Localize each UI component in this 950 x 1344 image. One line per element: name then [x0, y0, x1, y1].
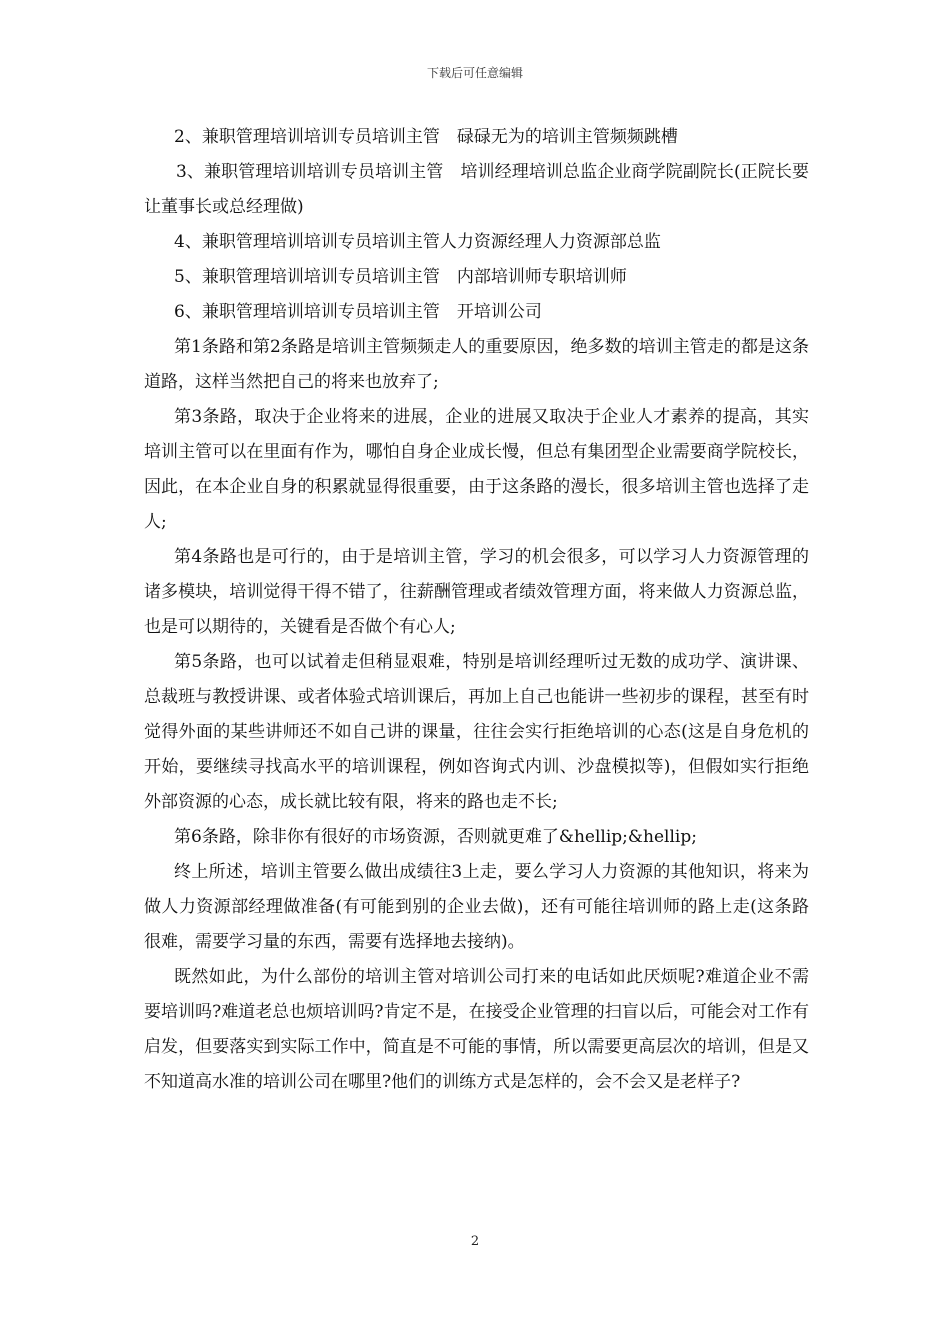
- paragraph-analysis-1-2: 第1条路和第2条路是培训主管频频走人的重要原因，绝多数的培训主管走的都是这条道路，这样当然把自己的将来也放弃了;: [144, 337, 809, 392]
- page-number: 2: [470, 1234, 480, 1249]
- paragraph-path-6: 6、兼职管理培训培训专员培训主管 开培训公司: [174, 302, 542, 322]
- paragraph-question: 既然如此，为什么部份的培训主管对培训公司打来的电话如此厌烦呢?难道企业不需要培训吗?难道老总也烦培训吗?肯定不是，在接受企业管理的扫盲以后，可能会对工作有启发，但要落实到实际工作中，简直是不可能的事情，所以需要更高层次的培训，但是又不知道高水准的培训公司在哪里?他们的训练方式是怎样的，会不会又是老样子?: [144, 967, 809, 1092]
- paragraph-path-5: 5、兼职管理培训培训专员培训主管 内部培训师专职培训师: [174, 267, 627, 287]
- page-header-note: 下载后可任意编辑: [426, 66, 523, 80]
- paragraph-analysis-6: 第6条路，除非你有很好的市场资源，否则就更难了&hellip;&hellip;: [174, 827, 697, 847]
- paragraph-analysis-4: 第4条路也是可行的，由于是培训主管，学习的机会很多，可以学习人力资源管理的诸多模块，培训觉得干得不错了，往薪酬管理或者绩效管理方面，将来做人力资源总监，也是可以期待的，关键看是否做个有心人;: [144, 547, 809, 637]
- paragraph-path-2: 2、兼职管理培训培训专员培训主管 碌碌无为的培训主管频频跳槽: [174, 127, 678, 147]
- paragraph-path-4: 4、兼职管理培训培训专员培训主管人力资源经理人力资源部总监: [174, 232, 661, 252]
- paragraph-summary: 终上所述，培训主管要么做出成绩往3上走，要么学习人力资源的其他知识，将来为做人力资源部经理做准备(有可能到别的企业去做)，还有可能往培训师的路上走(这条路很难，需要学习量的东西，需要有选择地去接纳)。: [144, 862, 809, 952]
- paragraph-analysis-3: 第3条路，取决于企业将来的进展，企业的进展又取决于企业人才素养的提高，其实培训主管可以在里面有作为，哪怕自身企业成长慢，但总有集团型企业需要商学院校长，因此，在本企业自身的积累就显得很重要，由于这条路的漫长，很多培训主管也选择了走人;: [144, 407, 809, 532]
- paragraph-path-3: 3、兼职管理培训培训专员培训主管 培训经理培训总监企业商学院副院长(正院长要让董事长或总经理做): [144, 162, 809, 217]
- document-body: [144, 120, 809, 1100]
- paragraph-analysis-5: 第5条路，也可以试着走但稍显艰难，特别是培训经理听过无数的成功学、演讲课、总裁班与教授讲课、或者体验式培训课后，再加上自己也能讲一些初步的课程，甚至有时觉得外面的某些讲师还不如自己讲的课量，往往会实行拒绝培训的心态(这是自身危机的开始，要继续寻找高水平的培训课程，例如咨询式内训、沙盘模拟等)，但假如实行拒绝外部资源的心态，成长就比较有限，将来的路也走不长;: [144, 652, 809, 812]
